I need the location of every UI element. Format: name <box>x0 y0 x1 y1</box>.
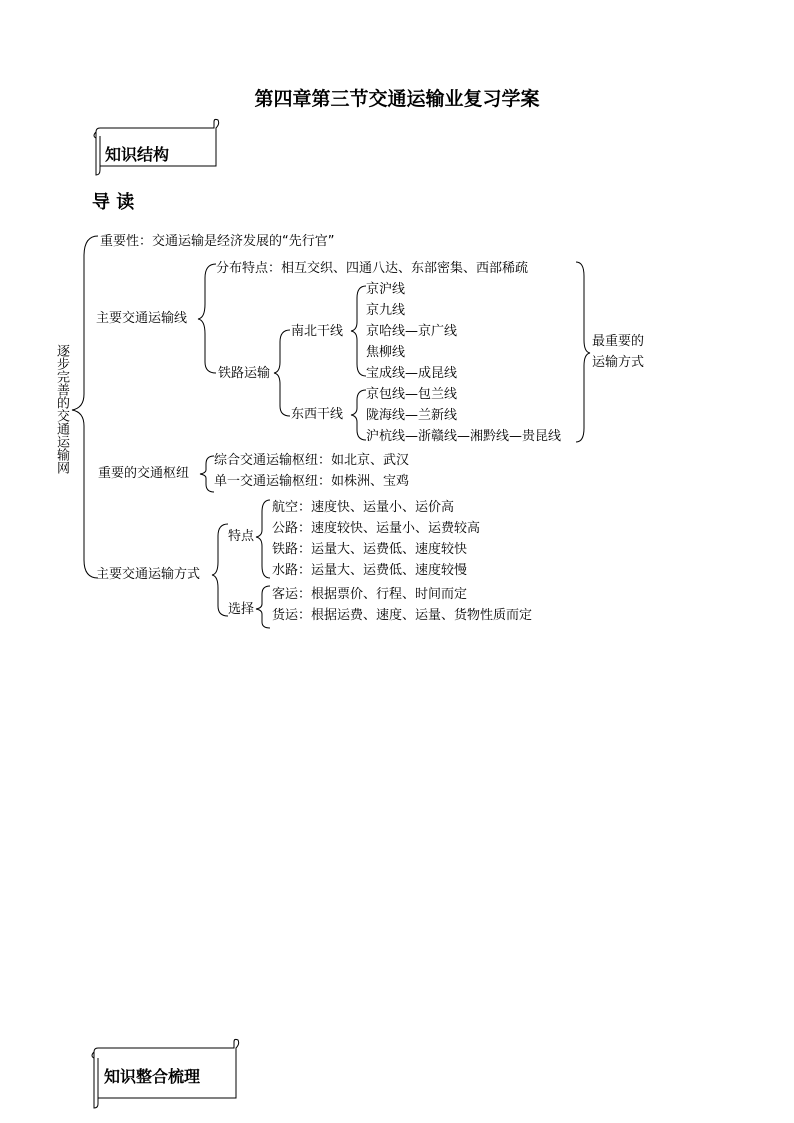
feature-water: 水路：运量大、运费低、速度较慢 <box>272 563 468 578</box>
ns-line-5: 宝成线—成昆线 <box>366 366 458 381</box>
choice-brace <box>256 586 270 628</box>
features-label: 特点 <box>228 529 255 544</box>
hubs-brace <box>200 456 214 492</box>
section-label-knowledge-structure: 知识结构 <box>105 145 170 164</box>
guide-heading: 导 读 <box>92 192 135 213</box>
ns-line-4: 焦柳线 <box>366 345 406 360</box>
page-title: 第四章第三节交通运输业复习学案 <box>254 88 540 110</box>
feature-rail: 铁路：运量大、运费低、速度较快 <box>272 542 468 557</box>
choice-label: 选择 <box>228 602 255 617</box>
importance-text: 重要性：交通运输是经济发展的“先行官” <box>100 234 335 249</box>
north-south-label: 南北干线 <box>291 324 344 339</box>
railway-brace <box>274 330 290 416</box>
north-south-brace <box>351 286 366 376</box>
features-brace <box>256 500 270 578</box>
most-important-line-2: 运输方式 <box>592 355 645 370</box>
east-west-brace <box>351 390 366 440</box>
ns-line-3: 京哈线—京广线 <box>366 324 458 339</box>
right-brace <box>576 262 590 442</box>
ns-line-1: 京沪线 <box>366 282 406 297</box>
root-brace <box>72 236 98 578</box>
modes-brace <box>212 524 228 616</box>
feature-air: 航空：速度快、运量小、运价高 <box>272 500 455 515</box>
ew-line-3: 沪杭线—浙赣线—湘黔线—贵昆线 <box>366 429 562 444</box>
railway-label: 铁路运输 <box>218 366 271 381</box>
east-west-label: 东西干线 <box>291 407 344 422</box>
most-important-line-1: 最重要的 <box>592 334 645 349</box>
feature-road: 公路：速度较快、运量小、运费较高 <box>272 521 481 536</box>
ew-line-1: 京包线—包兰线 <box>366 387 458 402</box>
distribution-text: 分布特点：相互交织、四通八达、东部密集、西部稀疏 <box>216 261 529 276</box>
hubs-label: 重要的交通枢纽 <box>98 466 190 481</box>
root-label: 逐步完善的交通运输网 <box>54 344 69 474</box>
hub-item-2: 单一交通运输枢纽：如株洲、宝鸡 <box>214 474 410 489</box>
main-lines-label: 主要交通运输线 <box>96 311 188 326</box>
choice-freight: 货运：根据运费、速度、运量、货物性质而定 <box>272 608 533 623</box>
modes-label: 主要交通运输方式 <box>96 567 201 582</box>
hub-item-1: 综合交通运输枢纽：如北京、武汉 <box>214 453 410 468</box>
section-label-knowledge-integration: 知识整合梳理 <box>104 1067 201 1086</box>
ew-line-2: 陇海线—兰新线 <box>366 408 458 423</box>
choice-passenger: 客运：根据票价、行程、时间而定 <box>272 587 468 602</box>
ns-line-2: 京九线 <box>366 303 406 318</box>
main-lines-brace <box>198 264 216 373</box>
